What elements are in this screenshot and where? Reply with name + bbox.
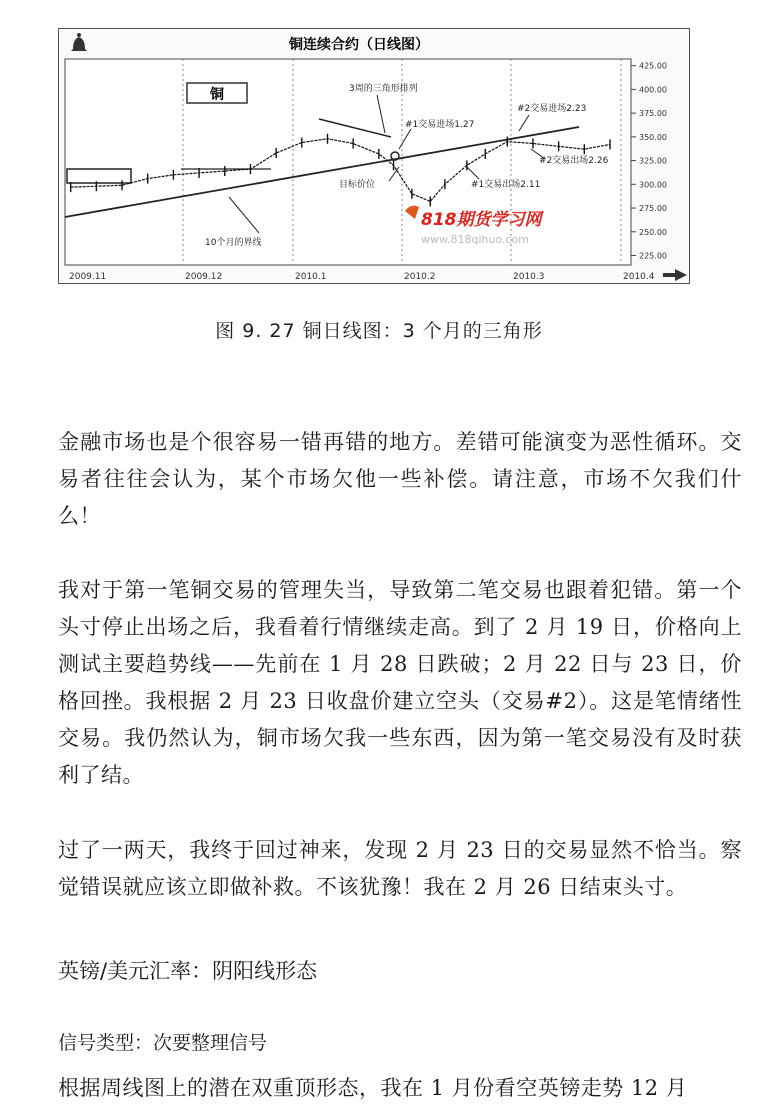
x-tick-label: 2010.2 (404, 272, 436, 282)
annotation-target: 目标价位 (339, 180, 376, 190)
y-tick-label: 375.00 (639, 109, 667, 119)
y-tick-label: 275.00 (639, 204, 667, 214)
paragraph-4: 根据周线图上的潜在双重顶形态，我在 1 月份看空英镑走势 12 月 (58, 1076, 688, 1100)
chart-figure (58, 28, 690, 284)
x-tick-label: 2010.4 (623, 272, 655, 282)
symbol-label: 铜 (210, 87, 224, 103)
paragraph-2: 我对于第一笔铜交易的管理失当，导致第二笔交易也跟着犯错。第一个头寸停止出场之后，我看着行情继续走高。到了 2 月 19 日，价格向上测试主要趋势线——先前在 1 月 28 日跌破；2 月 22 日与 23 日，价格回挫。我根据 2 月 23 日收盘价建立空头（交易#2）。这是笔情绪性交易。我仍然认为，铜市场欠我一些东西，因为第一笔交易没有及时获利了结。 (58, 578, 742, 787)
annotation-exit2: #2交易出场2.26 (539, 156, 609, 166)
y-tick-label: 250.00 (639, 227, 667, 237)
y-axis (631, 62, 667, 261)
paragraph-3: 过了一两天，我终于回过神来，发现 2 月 23 日的交易显然不恰当。察觉错误就应该立即做补救。不该犹豫！我在 2 月 26 日结束头寸。 (58, 838, 742, 899)
y-tick-label: 350.00 (639, 132, 667, 142)
annotation-triangle: 3周的三角形排列 (349, 84, 418, 94)
y-tick-label: 425.00 (639, 61, 667, 71)
figure-caption: 图 9. 27 铜日线图：3 个月的三角形 (215, 320, 543, 342)
watermark-text: 818期货学习网 (421, 210, 542, 230)
y-tick-label: 300.00 (639, 180, 667, 190)
x-axis (69, 272, 655, 282)
annotation-exit1: #1交易出场2.11 (471, 180, 541, 190)
watermark-url: www.818qihuo.com (421, 233, 529, 246)
x-tick-label: 2009.11 (69, 272, 107, 282)
y-tick-label: 400.00 (639, 85, 667, 95)
y-tick-label: 325.00 (639, 156, 667, 166)
bell-logo-icon (71, 33, 87, 51)
signal-type: 信号类型：次要整理信号 (58, 1032, 268, 1054)
x-tick-label: 2010.1 (295, 272, 327, 282)
annotation-boundary: 10个月的界线 (205, 238, 262, 248)
x-tick-label: 2010.3 (513, 272, 545, 282)
chart-svg (59, 29, 691, 285)
watermark-logo (405, 206, 544, 246)
arrow-right-icon (663, 269, 687, 281)
chart-title: 铜连续合约（日线图） (289, 37, 429, 53)
paragraph-1: 金融市场也是个很容易一错再错的地方。差错可能演变为恶性循环。交易者往往会认为，某个市场欠他一些补偿。请注意，市场不欠我们什么！ (58, 430, 742, 528)
annotation-entry2: #2交易进场2.23 (517, 104, 587, 114)
y-tick-label: 225.00 (639, 251, 667, 261)
x-tick-label: 2009.12 (185, 272, 223, 282)
section-heading: 英镑/美元汇率：阴阳线形态 (58, 959, 318, 983)
annotation-entry1: #1交易进场1.27 (405, 120, 475, 130)
